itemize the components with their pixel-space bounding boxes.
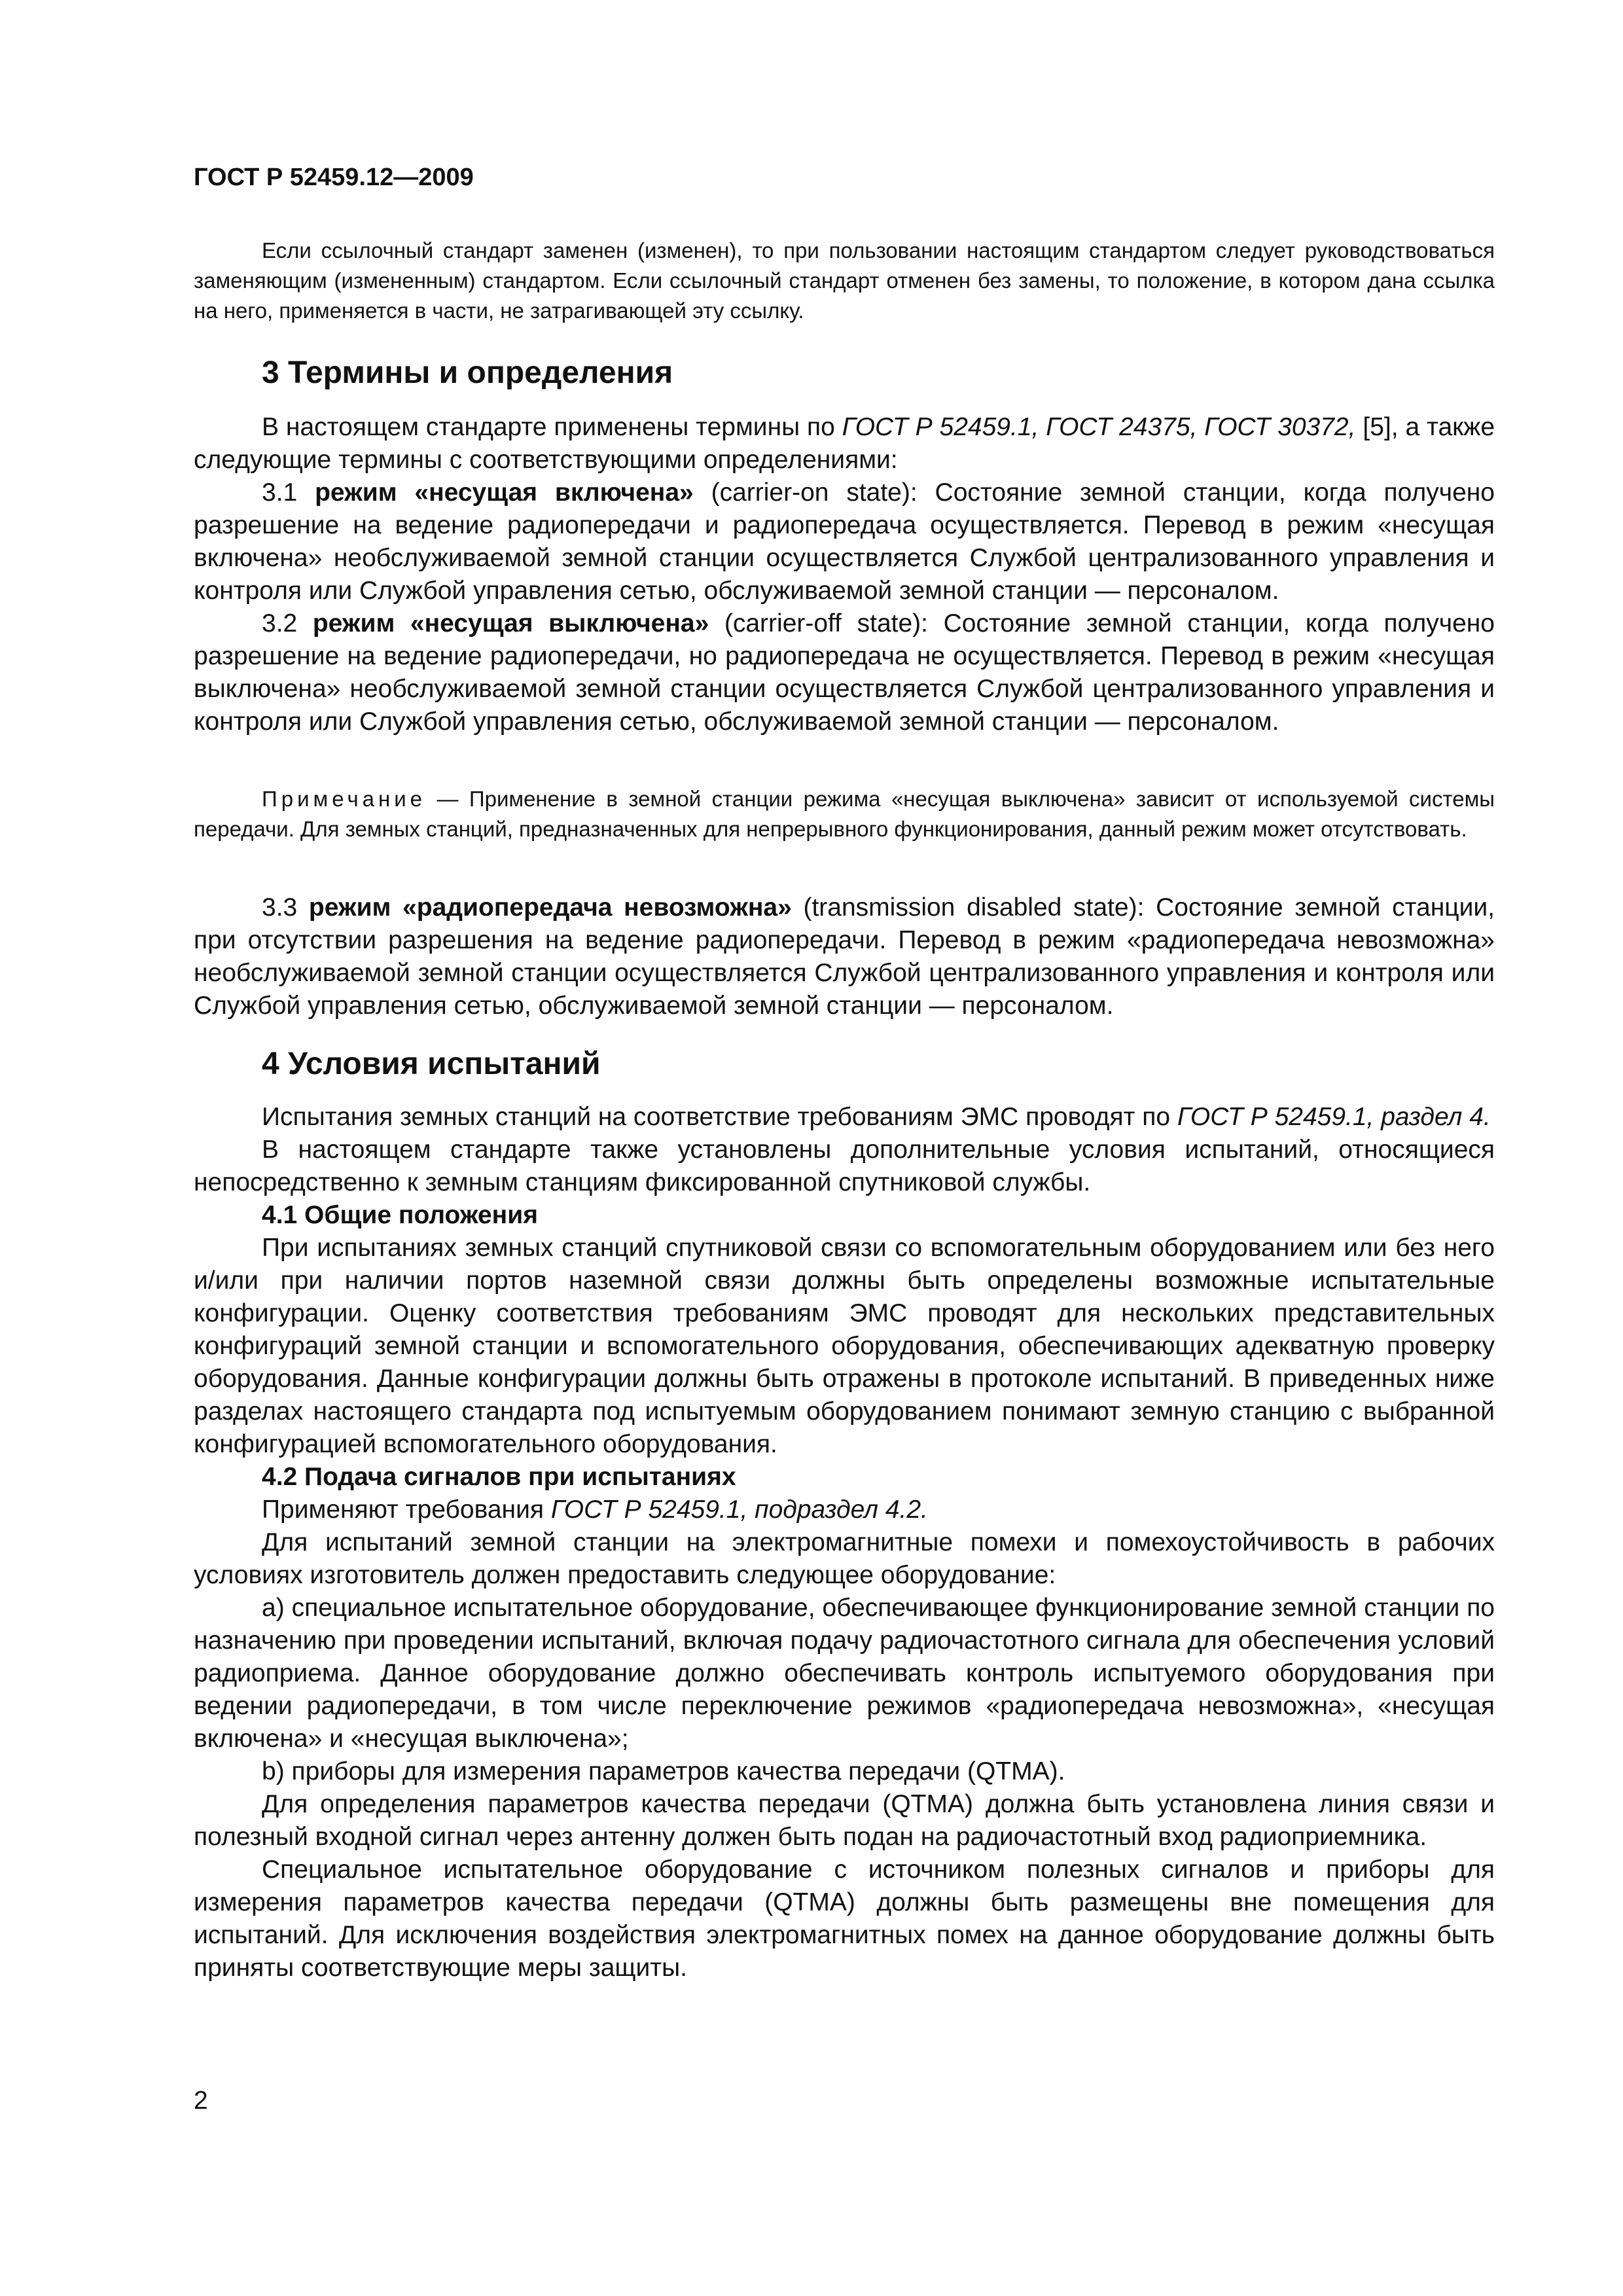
term-3-3: 3.3 режим «радиопередача невозможна» (transmission disabled state): Состояние земной станции, при отсутствии разрешения на ведение радиопередачи. Перевод в режим «радиопередача невозможна» необслуживаемой земной станции осуществляется Службой централизованного управления и контроля или Службой управления сетью, обслуживаемой земной станции — персоналом.	[194, 893, 1495, 1020]
section-4-title: 4 Условия испытаний	[262, 1047, 601, 1081]
section-4-p1: Испытания земных станций на соответствие требованиям ЭМС проводят по ГОСТ Р 52459.1, раздел 4.	[262, 1103, 1491, 1131]
intro-paragraph: Если ссылочный стандарт заменен (изменен), то при пользовании настоящим стандартом следует руководствоваться заменяющим (измененным) стандартом. Если ссылочный стандарт отменен без замены, то положение, в котором дана ссылка на него, применяется в части, не затрагивающей эту ссылку.	[194, 238, 1495, 323]
term-3-2: 3.2 режим «несущая выключена» (carrier-off state): Состояние земной станции, когда получено разрешение на ведение радиопередачи, но радиопередача не осуществляется. Перевод в режим «несущая выключена» необслуживаемой земной станции осуществляется Службой централизованного управления и контроля или Службой управления сетью, обслуживаемой земной станции — персоналом.	[194, 609, 1495, 736]
section-4-body	[194, 1101, 1495, 1984]
note-block	[194, 784, 1495, 844]
subsection-4-1-text: При испытаниях земных станций спутниковой связи со вспомогательным оборудованием или без него и/или при наличии портов наземной связи должны быть определены возможные испытательные конфигурации. Оценку соответствия требованиям ЭМС проводят для нескольких представительных конфигураций земной станции и вспомогательного оборудования, обеспечивающих адекватную проверку оборудования. Данные конфигурации должны быть отражены в протоколе испытаний. В приведенных ниже разделах настоящего стандарта под испытуемым оборудованием понимают земную станцию с выбранной конфигурацией вспомогательного оборудования.	[194, 1234, 1495, 1458]
subsection-4-2-p1: Применяют требования ГОСТ Р 52459.1, подраздел 4.2.	[262, 1496, 928, 1524]
term-3-3-block	[194, 891, 1495, 1022]
list-item-b: b) приборы для измерения параметров качества передачи (QTMA).	[262, 1757, 1065, 1785]
subsection-4-2-p4: Специальное испытательное оборудование с источником полезных сигналов и приборы для измерения параметров качества передачи (QTMA) должны быть размещены вне помещения для испытаний. Для исключения воздействия электромагнитных помех на данное оборудование должны быть приняты соответствующие меры защиты.	[194, 1856, 1495, 1982]
list-item-a: а) специальное испытательное оборудование, обеспечивающее функционирование земной станции по назначению при проведении испытаний, включая подачу радиочастотного сигнала для обеспечения условий радиоприема. Данное оборудование должно обеспечивать контроль испытуемого оборудования при ведении радиопередачи, в том числе переключение режимов «радиопередача невозможна», «несущая включена» и «несущая выключена»;	[194, 1594, 1495, 1753]
section-3-title: 3 Термины и определения	[262, 355, 673, 390]
subsection-4-1-title: 4.1 Общие положения	[262, 1201, 538, 1229]
section-4-p2: В настоящем стандарте также установлены дополнительные условия испытаний, относящиеся непосредственно к земным станциям фиксированной спутниковой службы.	[194, 1136, 1495, 1196]
document-header: ГОСТ Р 52459.12—2009	[194, 164, 474, 191]
subsection-4-2-p3: Для определения параметров качества передачи (QTMA) должна быть установлена линия связи и полезный входной сигнал через антенну должен быть подан на радиочастотный вход радиоприемника.	[194, 1790, 1495, 1851]
section-3-body	[194, 411, 1495, 738]
section-3-title-block	[194, 353, 1495, 393]
section-3-intro: В настоящем стандарте применены термины по ГОСТ Р 52459.1, ГОСТ 24375, ГОСТ 30372, [5], а также следующие термины с соответствующими определениями:	[194, 413, 1495, 474]
intro-block	[194, 236, 1495, 326]
section-4-title-block	[194, 1045, 1495, 1084]
subsection-4-2-p2: Для испытаний земной станции на электромагнитные помехи и помехоустойчивость в рабочих условиях изготовитель должен предоставить следующее оборудование:	[194, 1528, 1495, 1589]
note-paragraph: Примечание — Применение в земной станции режима «несущая выключена» зависит от используемой системы передачи. Для земных станций, предназначенных для непрерывного функционирования, данный режим может отсутствовать.	[194, 787, 1495, 841]
subsection-4-2-title: 4.2 Подача сигналов при испытаниях	[262, 1463, 736, 1491]
term-3-1: 3.1 режим «несущая включена» (carrier-on state): Состояние земной станции, когда получено разрешение на ведение радиопередачи и радиопередача осуществляется. Перевод в режим «несущая включена» необслуживаемой земной станции осуществляется Службой централизованного управления и контроля или Службой управления сетью, обслуживаемой земной станции — персоналом.	[194, 478, 1495, 605]
page-number: 2	[194, 2087, 208, 2115]
